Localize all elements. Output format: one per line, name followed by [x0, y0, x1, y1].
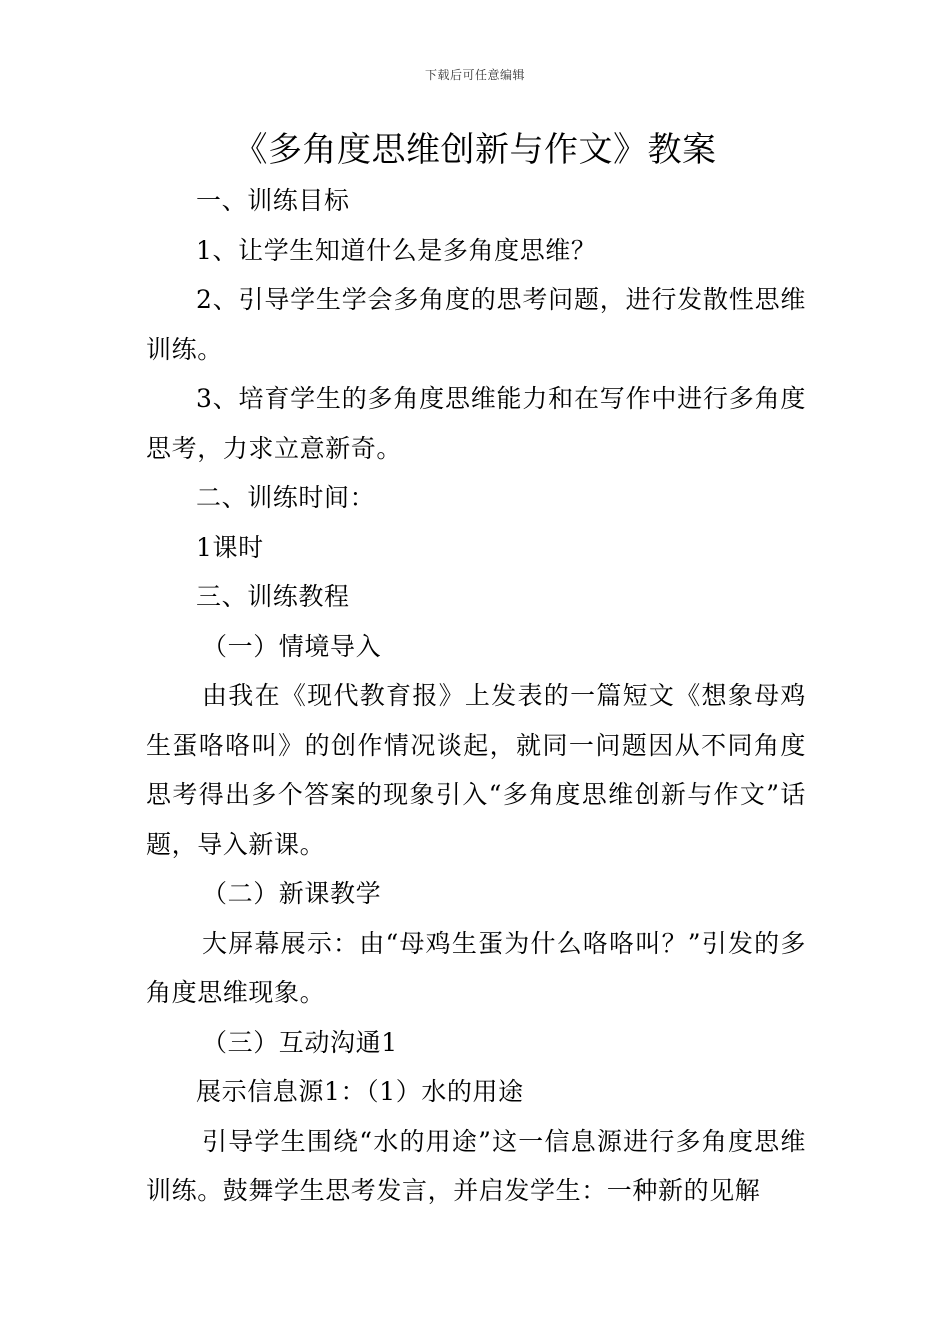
- time-value: 1课时: [196, 532, 264, 562]
- section-heading-time: 二、训练时间：: [196, 483, 376, 512]
- goal-item-3: 3、培育学生的多角度思维能力和在写作中进行多角度思考，力求立意新奇。: [146, 384, 806, 463]
- subsection-heading-interaction: （三）互动沟通1: [202, 1027, 398, 1057]
- paragraph-guidance: 引导学生围绕“水的用途”这一信息源进行多角度思维训练。鼓舞学生思考发言，并启发学生：一种新的见解: [146, 1126, 806, 1205]
- document-title: 《多角度思维创新与作文》教案: [233, 130, 717, 170]
- goal-item-2: 2、引导学生学会多角度的思考问题，进行发散性思维训练。: [146, 285, 806, 364]
- subsection-heading-intro: （一）情境导入: [202, 631, 382, 661]
- paragraph-teaching: 大屏幕展示：由“母鸡生蛋为什么咯咯叫？”引发的多角度思维现象。: [146, 928, 806, 1007]
- paragraph-intro: 由我在《现代教育报》上发表的一篇短文《想象母鸡生蛋咯咯叫》的创作情况谈起，就同一问题因从不同角度思考得出多个答案的现象引入“多角度思维创新与作文”话题，导入新课。: [146, 681, 806, 859]
- header-note: 下载后可任意编辑: [424, 68, 525, 82]
- info-source-1: 展示信息源1：（1）水的用途: [196, 1077, 524, 1106]
- section-heading-process: 三、训练教程: [196, 582, 350, 611]
- document-body: [146, 176, 806, 1216]
- section-heading-goals: 一、训练目标: [196, 186, 350, 215]
- subsection-heading-teaching: （二）新课教学: [202, 879, 382, 908]
- goal-item-1: 1、让学生知道什么是多角度思维？: [196, 235, 597, 265]
